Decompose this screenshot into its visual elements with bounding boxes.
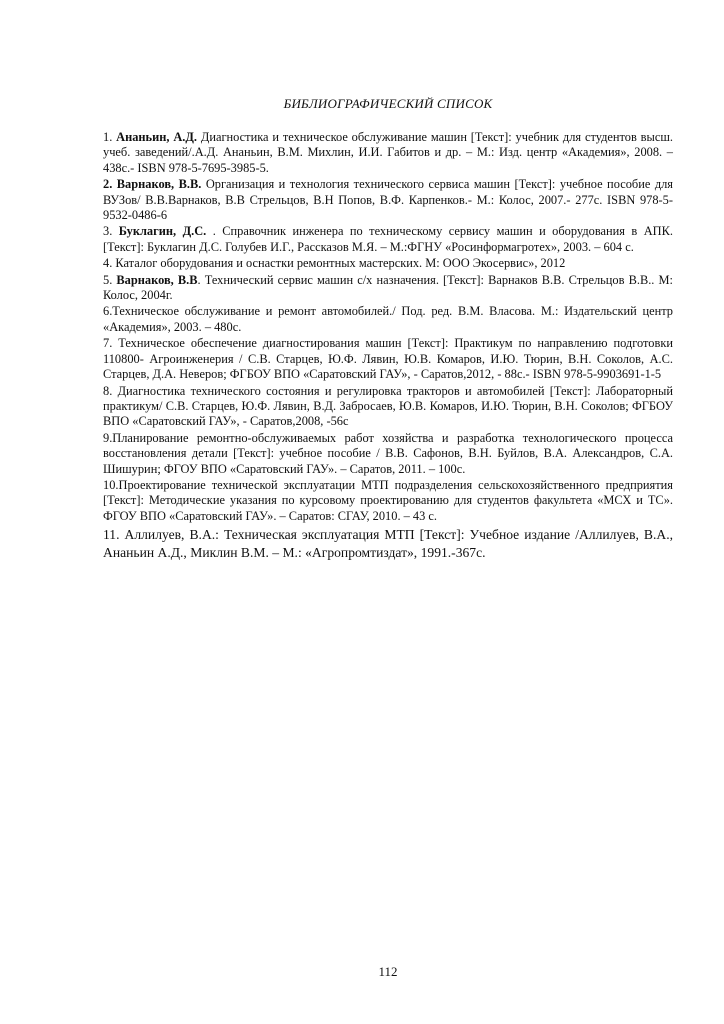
list-item <box>103 256 673 271</box>
list-item <box>103 384 673 430</box>
page-title: БИБЛИОГРАФИЧЕСКИЙ СПИСОК <box>283 96 493 111</box>
entry-author: Ананьин, А.Д. <box>116 130 198 144</box>
document-page <box>103 0 673 1024</box>
list-item <box>103 177 673 223</box>
entry-text: Проектирование технической эксплуатации МТП подразделения сельскохозяйственного предприятия [Текст]: Методические указания по курсовому проектированию для студентов факультета «МСХ и ТС». ФГОУ ВПО «Саратовский ГАУ». – Саратов: СГАУ, 2010. – 43 с. <box>103 477 673 523</box>
entry-number: 10. <box>103 477 119 492</box>
entry-author: Варнаков, В.В <box>116 272 198 287</box>
list-item <box>103 304 673 335</box>
entry-text: . Справочник инженера по техническому сервису машин и оборудования в АПК. [Текст]: Буклагин Д.С. Голубев И.Г., Рассказов М.Я. – М.:ФГНУ «Росинформагротех», 2003. – 604 с. <box>103 224 673 254</box>
entry-number: 9. <box>103 430 113 445</box>
entry-text: Диагностика технического состояния и регулировка тракторов и автомобилей [Текст]: Лабораторный практикум/ С.В. Старцев, Ю.Ф. Лявин, В.Д. Забросаев, Ю.В. Комаров, И.Ю. Тюрин, В.Н. Соколов; ФГБОУ ВПО «Саратовский ГАУ», - Саратов,2008, -56с <box>103 383 673 429</box>
list-item <box>103 431 673 477</box>
entry-number: 11. <box>103 527 125 543</box>
entry-number: 4. <box>103 256 116 271</box>
page-number: 112 <box>378 964 398 979</box>
entry-number: 6. <box>103 304 113 319</box>
entry-number: 3. <box>103 224 119 239</box>
entry-number: 8. <box>103 383 118 398</box>
entry-number: 7. <box>103 336 119 351</box>
entry-number: 1. <box>103 130 117 144</box>
entry-text: Техническое обеспечение диагностирования машин [Текст]: Практикум по направлению подготовки 110800- Агроинженерия / С.В. Старцев, Ю.Ф. Лявин, Ю.В. Комаров, И.Ю. Тюрин, В.Н. Соколов, А.С. Старцев, Д.А. Неверов; ФГБОУ ВПО «Саратовский ГАУ», - Саратов,2012, - 88с.- ISBN 978-5-9903691-1-5 <box>103 336 673 382</box>
entry-author: Варнаков, В.В. <box>116 177 202 192</box>
entry-text: Организация и технология технического сервиса машин [Текст]: учебное пособие для ВУЗов/ В.В.Варнаков, В.В Стрельцов, В.Н Попов, В.Ф. Карпенков.- М.: Колос, 2007.- 277с. ISBN 978-5-9532-0486-6 <box>103 177 673 223</box>
entry-number: 5. <box>103 272 117 287</box>
list-item <box>103 336 673 382</box>
entry-text: Техническое обслуживание и ремонт автомобилей./ Под. ред. В.М. Власова. М.: Издательский центр «Академия», 2003. – 480с. <box>103 304 673 334</box>
list-item <box>103 224 673 255</box>
entry-text: Аллилуев, В.А.: Техническая эксплуатация МТП [Текст]: Учебное издание /Аллилуев, В.А., Ананьин А.Д., Миклин В.М. – М.: «Агропромтиздат», 1991.-367с. <box>103 527 674 560</box>
list-item <box>103 526 673 561</box>
entry-text: Планирование ремонтно-обслуживаемых работ хозяйства и разработка технологического процесса восстановления детали [Текст]: учебное пособие / В.В. Сафонов, В.Н. Буйлов, В.А. Александров, С.А. Шишурин; ФГОУ ВПО «Саратовский ГАУ». – Саратов, 2011. – 100с. <box>103 430 673 476</box>
list-item <box>103 273 673 304</box>
entry-text: . Технический сервис машин с/х назначения. [Текст]: Варнаков В.В. Стрельцов В.В.. М: Колос, 2004г. <box>103 272 673 303</box>
list-item <box>103 478 673 524</box>
entry-author: Буклагин, Д.С. <box>118 224 207 239</box>
list-item <box>103 130 673 176</box>
entry-text: Диагностика и техническое обслуживание машин [Текст]: учебник для студентов высш. учеб. заведений/.А.Д. Ананьин, В.М. Михлин, И.И. Габитов и др. – М.: Изд. центр «Академия», 2008. – 438с.- ISBN 978-5-7695-3985-5. <box>103 130 673 175</box>
entry-number: 2. <box>103 177 117 192</box>
entry-text: Каталог оборудования и оснастки ремонтных мастерских. М: ООО Экосервис», 2012 <box>115 256 566 271</box>
bibliography-list <box>103 130 673 562</box>
